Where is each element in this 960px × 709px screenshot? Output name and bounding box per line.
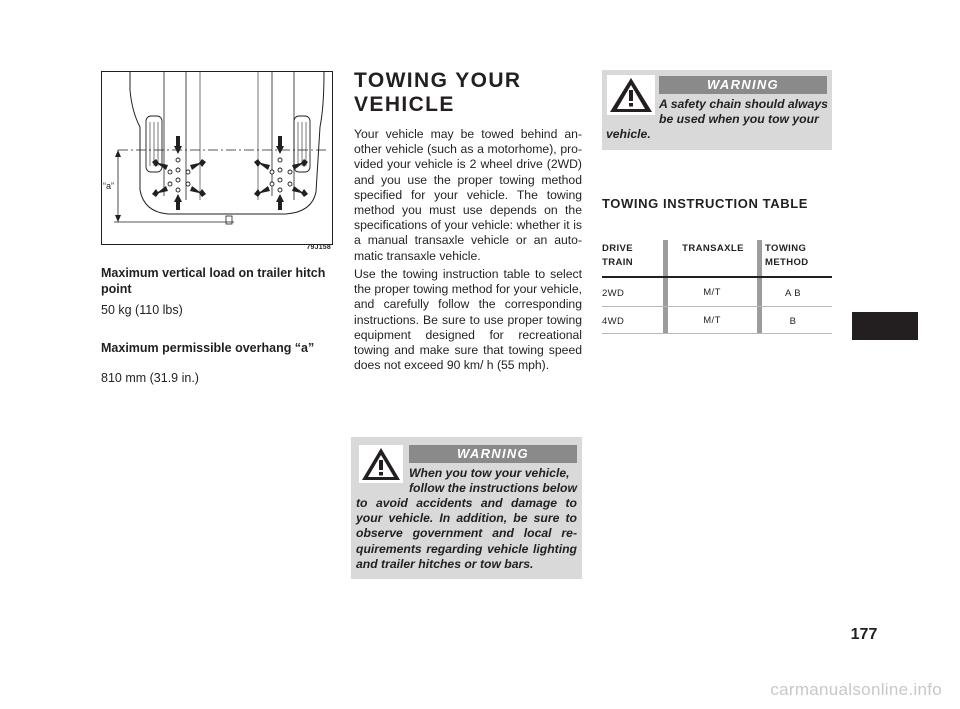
towing-table-title: TOWING INSTRUCTION TABLE (602, 196, 809, 211)
section-title-line1: TOWING YOUR (354, 69, 522, 92)
vehicle-rear-diagram (102, 72, 332, 244)
table-column-separator (757, 240, 762, 333)
trailer-hitch-figure (101, 71, 333, 245)
row-4wd-transaxle: M/T (703, 315, 721, 326)
header-drive-train (602, 242, 662, 270)
warning-box-top (602, 70, 832, 150)
row-2wd-drive: 2WD (602, 288, 625, 299)
warning-text-top-line1: A safety chain should always (659, 97, 828, 111)
row-2wd-method: A B (785, 288, 801, 299)
warning-label-bottom: WARNING (409, 445, 577, 463)
vertical-load-value: 50 kg (110 lbs) (101, 303, 183, 317)
header-drive-train-line2: TRAIN (602, 257, 634, 268)
warning-text-top-line3: vehicle. (606, 127, 651, 141)
section-title (354, 69, 584, 117)
footer-watermark: carmanualsonline.info (770, 680, 942, 699)
row-4wd-drive: 4WD (602, 316, 625, 327)
warning-box-bottom (351, 437, 582, 579)
overhang-label: Maximum permissible overhang “a” (101, 341, 315, 355)
overhang-a-label: “a” (103, 181, 114, 191)
row-2wd-transaxle: M/T (703, 287, 721, 298)
section-title-line2: VEHICLE (354, 93, 455, 116)
warning-triangle-icon (607, 75, 655, 115)
chapter-tab-marker (852, 312, 918, 340)
table-row-rule (602, 306, 832, 307)
warning-text-top-line2: be used when you tow your (659, 112, 819, 126)
table-column-separator (663, 240, 668, 333)
row-4wd-method: B (789, 316, 797, 327)
table-header-rule (602, 276, 832, 278)
page-number: 177 (850, 626, 878, 643)
warning-triangle-icon (359, 445, 403, 483)
header-transaxle: TRANSAXLE (682, 243, 744, 254)
overhang-value: 810 mm (31.9 in.) (101, 371, 199, 385)
header-method-line1: TOWING (765, 243, 807, 254)
table-row-rule (602, 333, 832, 334)
warning-text-bottom-line2: follow the instructions below (409, 481, 577, 495)
header-method-line2: METHOD (765, 257, 809, 268)
figure-code: 79J158 (306, 244, 331, 251)
warning-label-top: WARNING (659, 76, 827, 94)
header-drive-train-line1: DRIVE (602, 243, 634, 254)
header-towing-method (765, 242, 835, 270)
warning-text-bottom-rest: to avoid accidents and damage to your vehicle. In addition, be sure to observe government and local requirements regarding vehicle lighting and trailer hitches or tow bars. (356, 496, 577, 571)
vertical-load-label: Maximum vertical load on trailer hitch point (101, 266, 326, 296)
warning-text-bottom-line1: When you tow your vehicle, (409, 466, 570, 480)
towing-paragraph-1: Your vehicle may be towed behind another vehicle (such as a motorhome), provided your vehicle is 2 wheel drive (2WD) and you use the proper towing method specified for your vehicle. The towing method you must use depends on the specifications of your vehicle: whether it is a manual transaxle vehicle or an automatic transaxle vehicle. (354, 127, 582, 263)
towing-paragraph-2: Use the towing instruction table to select the proper towing method for your vehicle, and carefully follow the corresponding instructions. Be sure to use proper towing equipment designed for recreational towing and make sure that towing speed does not exceed 90 km/ h (55 mph). (354, 267, 582, 373)
